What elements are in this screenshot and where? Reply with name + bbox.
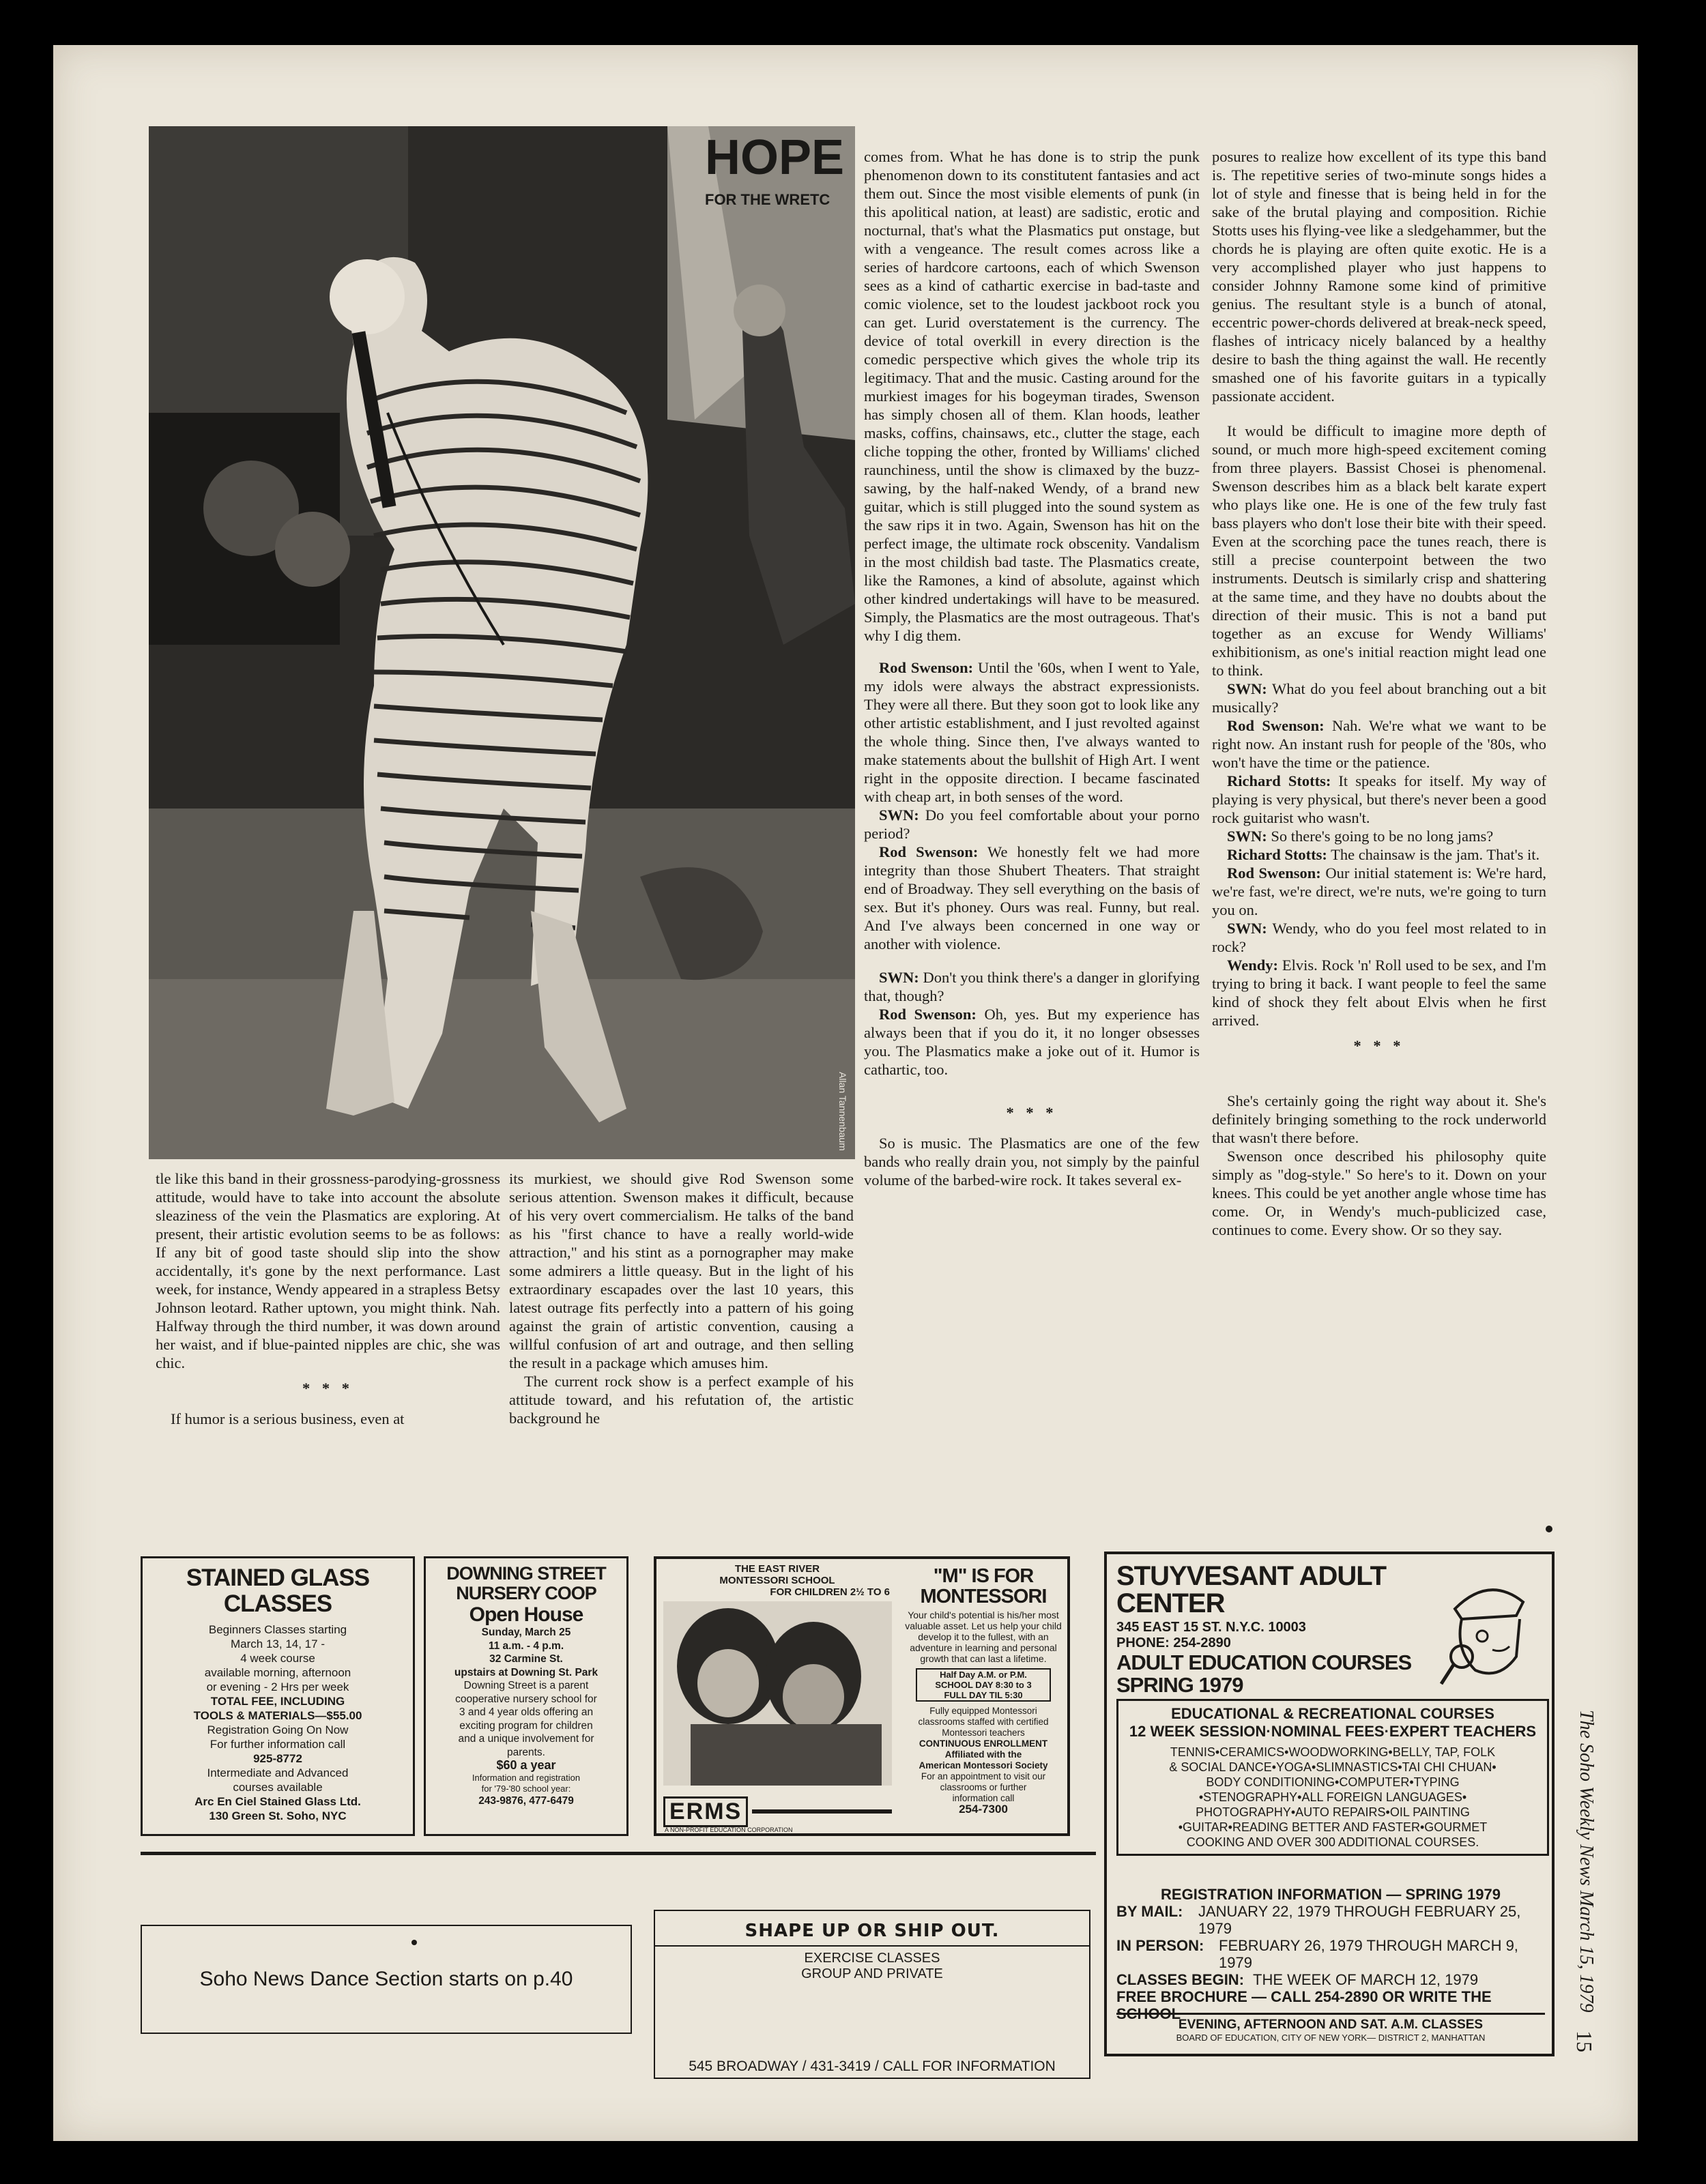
- col4-end-para-1: She's certainly going the right way about it. She's definitely bringing something to the rock underworld that wasn't there before.: [1212, 1092, 1546, 1146]
- ad-line: classrooms or further: [940, 1782, 1027, 1792]
- qa-text: The chainsaw is the jam. That's it.: [1327, 846, 1540, 863]
- ad-reg-title: REGISTRATION INFORMATION — SPRING 1979: [1161, 1886, 1501, 1903]
- col1-para-1: tle like this band in their grossness-parodying-grossness attitude, would have to take into account the absolute sleaziness of the vein the Plasmatics are exploring. At present, their artistic evolution seems to be as follows: If any bit of good taste should slip into the show accidentally, it's gone by the next performance. Last week, for instance, Wendy appeared in a strapless Betsy Johnson leotard. Rather uptown, you might think. Nah. Halfway through the third number, it was down around her waist, and if blue-painted nipples are chic, she was chic.: [156, 1170, 500, 1371]
- col1-para-2: If humor is a serious business, even at: [171, 1410, 405, 1427]
- qa-item: [864, 806, 1200, 843]
- ad-phone: 243-9876, 477-6479: [478, 1794, 574, 1807]
- ad-season: SPRING 1979: [1116, 1673, 1243, 1697]
- ad-title: SHAPE UP OR SHIP OUT.: [744, 1921, 1000, 1941]
- ad-line: GROUP AND PRIVATE: [801, 1966, 943, 1981]
- qa-text: Oh, yes. But my experience has always been that if you do it, it no longer obsesses you. The Plasmatics make a joke out of it. Humor is cathartic, too.: [864, 1006, 1200, 1078]
- qa-speaker: SWN:: [1227, 920, 1267, 937]
- ad-montessori: [654, 1556, 1070, 1836]
- ad-line: information call: [952, 1793, 1015, 1803]
- publication-folio: The Soho Weekly News March 15, 1979: [1576, 1710, 1597, 2013]
- qa-speaker: Richard Stotts:: [1227, 846, 1327, 863]
- ad-brochure: FREE BROCHURE — CALL 254-2890 OR WRITE THE SCHOOL: [1116, 1988, 1492, 2022]
- ad-body: Your child's potential is his/her most valuable asset. Let us help your child develop it to the fullest, with an adventure in learning and personal growth that can last a lifetime.: [905, 1610, 1062, 1664]
- ad-line: Information and registration: [472, 1772, 581, 1783]
- ad-line: Sunday, March 25: [481, 1627, 571, 1638]
- course-list-line: PHOTOGRAPHY•AUTO REPAIRS•OIL PAINTING: [1196, 1805, 1470, 1819]
- ad-line: Downing Street is a parent: [463, 1680, 589, 1691]
- ad-downing-street: [424, 1556, 628, 1836]
- qa-item: [864, 968, 1200, 1005]
- photo-credit: Allan Tannenbaum: [837, 1072, 848, 1151]
- ad-line: CONTINUOUS ENROLLMENT: [919, 1738, 1048, 1749]
- ad-line: 32 Carmine St.: [489, 1653, 563, 1665]
- col4-para-1: posures to realize how excellent of its type this band is. The repetitive series of two-minute songs hides a lot of style and finesse that is being held in for the sake of the brutal playing and composition. Richie Stotts uses his flying-vee like a sledgehammer, but the chords he is playing are often quite exotic. He is a very accomplished player who just happens to consider Johnny Ramone some kind of primitive genius. The resultant style is a bunch of atonal, eccentric power-chords delivered at break-neck speed, flashes of intricacy nicely balanced by a healthy desire to bash the thing against the wall. He recently smashed one of his favorite guitars in a typically passionate accident.: [1212, 148, 1546, 405]
- ad-line: or evening - 2 Hrs per week: [206, 1680, 349, 1693]
- ad-line: TOTAL FEE, INCLUDING: [210, 1695, 345, 1708]
- course-list-line: •STENOGRAPHY•ALL FOREIGN LANGUAGES•: [1198, 1790, 1467, 1804]
- qa-item: [1212, 827, 1546, 845]
- ad-line: upstairs at Downing St. Park: [454, 1666, 598, 1678]
- newspaper-page: [53, 45, 1638, 2141]
- detective-icon: [1434, 1568, 1544, 1691]
- qa-speaker: Rod Swenson:: [1227, 717, 1325, 734]
- section-break: * * *: [302, 1380, 353, 1397]
- qa-speaker: SWN:: [1227, 680, 1267, 697]
- ad-line: For further information call: [209, 1738, 346, 1751]
- ad-line: Arc En Ciel Stained Glass Ltd.: [194, 1795, 361, 1808]
- ad-line: TOOLS & MATERIALS—$55.00: [193, 1709, 362, 1722]
- col3-end-para: So is music. The Plasmatics are one of the few bands who really drain you, not simply by the painful volume of the barbed-wire rock. It takes several ex-: [864, 1135, 1200, 1189]
- ad-value: FEBRUARY 26, 1979 THROUGH MARCH 9, 1979: [1219, 1937, 1518, 1971]
- qa-text: So there's going to be no long jams?: [1267, 828, 1494, 845]
- course-list-line: •GUITAR•READING BETTER AND FASTER•GOURMET: [1178, 1820, 1488, 1834]
- ad-line: Half Day A.M. or P.M.: [940, 1670, 1027, 1680]
- ad-dance-section: [141, 1925, 632, 2034]
- qa-speaker: Rod Swenson:: [1227, 864, 1321, 882]
- ad-value: JANUARY 22, 1979 THROUGH FEBRUARY 25, 1979: [1198, 1903, 1521, 1937]
- ad-phone: PHONE: 254-2890: [1116, 1635, 1231, 1650]
- qa-item: [864, 1005, 1200, 1079]
- qa-text: Nah. We're what we want to be right now. An instant rush for people of the '80s, who won't have the time or the patience.: [1212, 717, 1546, 771]
- ad-footer: BOARD OF EDUCATION, CITY OF NEW YORK— DISTRICT 2, MANHATTAN: [1176, 2033, 1486, 2043]
- ad-phone: 925-8772: [253, 1752, 302, 1765]
- ad-address: 345 EAST 15 ST. N.Y.C. 10003: [1116, 1620, 1306, 1635]
- qa-text: Do you feel comfortable about your porno period?: [864, 806, 1200, 842]
- ad-line: for '79-'80 school year:: [481, 1783, 571, 1794]
- ad-subtitle: Open House: [469, 1603, 583, 1626]
- qa-item: [1212, 772, 1546, 827]
- ad-courses: ADULT EDUCATION COURSES: [1116, 1650, 1412, 1674]
- ad-logo: ERMS: [663, 1796, 748, 1827]
- qa-text: We honestly felt we had more integrity than those Shubert Theaters. That straight end of Broadway. They sell everything on the basis of sex. But it's phoney. Ours was real. Funny, but real. And I've always been concerned in one way or another with violence.: [864, 843, 1200, 952]
- article-col-4: [1212, 147, 1546, 1239]
- course-list-line: COOKING AND OVER 300 ADDITIONAL COURSES.: [1186, 1835, 1479, 1849]
- ad-line: FULL DAY TIL 5:30: [944, 1690, 1023, 1700]
- page-number: 15: [1572, 2030, 1597, 2052]
- course-list-line: BODY CONDITIONING•COMPUTER•TYPING: [1206, 1775, 1460, 1789]
- ad-header: FOR CHILDREN 2½ TO 6: [770, 1586, 890, 1598]
- divider: [141, 1852, 1096, 1855]
- ad-footer: EVENING, AFTERNOON AND SAT. A.M. CLASSES: [1178, 2018, 1484, 2032]
- banner-subtext: FOR THE WRETC: [705, 191, 830, 208]
- qa-item: [1212, 956, 1546, 1030]
- col4-end-para-2: Swenson once described his philosophy quite simply as "dog-style." So here's to it. Down on your knees. This could be yet another angle whose time has come. Or, in Wendy's much-publicized case, continues to come. Every show. Or so they say.: [1212, 1148, 1546, 1238]
- ad-stuyvesant: [1104, 1552, 1555, 2056]
- qa-text: Our initial statement is: We're hard, we're fast, we're direct, we're nuts, we're going to turn you on.: [1212, 864, 1546, 918]
- ad-line: exciting program for children: [459, 1719, 593, 1732]
- ad-phone: 254-7300: [959, 1803, 1008, 1816]
- qa-item: [1212, 864, 1546, 919]
- ad-footer: 545 BROADWAY / 431-3419 / CALL FOR INFORMATION: [689, 2058, 1056, 2074]
- ad-line: Intermediate and Advanced: [207, 1766, 349, 1779]
- qa-speaker: Richard Stotts:: [1227, 772, 1331, 789]
- col4-para-2: It would be difficult to imagine more depth of sound, or much more high-speed excitement coming from three players. Bassist Chosei is phenomenal. Swenson describes him as a black belt karate expert who plays like one. He is one of the few truly fast bass players who don't lose their bite with their speed. Even at the scorching pace the tunes reach, there is still a precise counterpoint between the two instruments. Deutsch is similarly crisp and shattering at the same time, and they have no doubts about the direction of their music. This is not a band put together as an excuse for Wendy Williams' exhibitionism, as one's initial reaction might lead one to think.: [1212, 422, 1546, 679]
- ad-line: cooperative nursery school for: [455, 1693, 597, 1705]
- ad-line: 4 week course: [240, 1652, 315, 1665]
- course-list-line: & SOCIAL DANCE•YOGA•SLIMNASTICS•TAI CHI CHUAN•: [1169, 1760, 1497, 1774]
- ad-line: 130 Green St. Soho, NYC: [209, 1809, 347, 1822]
- ad-value: THE WEEK OF MARCH 12, 1979: [1253, 1971, 1479, 1988]
- ad-title: "M" IS FOR MONTESSORI: [920, 1565, 1047, 1607]
- ad-line: parents.: [506, 1746, 545, 1758]
- bullet-icon: [411, 1940, 417, 1945]
- ad-title: DOWNING STREET NURSERY COOP: [446, 1563, 606, 1603]
- ad-header: THE EAST RIVER: [734, 1563, 820, 1575]
- qa-item: [1212, 680, 1546, 716]
- qa-item: [864, 843, 1200, 953]
- qa-speaker: Rod Swenson:: [879, 843, 979, 860]
- section-break: * * *: [1006, 1104, 1058, 1121]
- ad-price: $60 a year: [496, 1758, 556, 1772]
- ad-line: Beginners Classes starting: [208, 1623, 347, 1636]
- ad-title: STAINED GLASS CLASSES: [186, 1564, 370, 1617]
- qa-item: [1212, 716, 1546, 772]
- ad-footer: A NON-PROFIT EDUCATION CORPORATION: [665, 1826, 793, 1833]
- qa-speaker: Rod Swenson:: [879, 659, 974, 676]
- plasmatics-photo: [149, 126, 855, 1159]
- ad-stained-glass: [141, 1556, 415, 1836]
- ad-label: CLASSES BEGIN:: [1116, 1971, 1245, 1988]
- article-col-3: [864, 147, 1200, 1189]
- ad-line: Fully equipped Montessori: [929, 1706, 1037, 1716]
- ad-line: available morning, afternoon: [204, 1666, 351, 1679]
- qa-text: Wendy, who do you feel most related to in rock?: [1212, 920, 1546, 955]
- qa-text: Until the '60s, when I went to Yale, my idols were always the abstract expressionists. They were all there. But they soon got to look like any other artistic establishment, and I just revolted against the whole thing. Since then, I've always wanted to make statements about the bullshit of High Art. I went right in the opposite direction. I became fascinated with cheap art, in both senses of the word.: [864, 659, 1200, 805]
- ad-title: STUYVESANT ADULT CENTER: [1116, 1561, 1387, 1618]
- ad-line: SCHOOL DAY 8:30 to 3: [935, 1680, 1032, 1690]
- ad-header: MONTESSORI SCHOOL: [719, 1575, 835, 1586]
- ad-line: Montessori teachers: [942, 1728, 1025, 1738]
- qa-speaker: Rod Swenson:: [879, 1006, 977, 1023]
- ad-shape-up: [654, 1910, 1090, 2079]
- photo-illustration: [149, 126, 855, 1159]
- qa-speaker: SWN:: [879, 969, 919, 986]
- qa-item: [864, 658, 1200, 806]
- ad-box-title: EDUCATIONAL & RECREATIONAL COURSES: [1171, 1705, 1494, 1722]
- col2-para-1: its murkiest, we should give Rod Swenson some serious attention. Swenson makes it difficult, because of his very overt commercialism. He talks of the band as his "first chance to have a really world-wide attraction," and his stint as a pornographer may make some admirers a little queasy. But in the light of his extraordinary escapades over the last 10 years, this latest outrage fits perfectly into a pattern of his going against the grain of artistic convention, causing a willful confusion of art and outrage, and then selling the result in a package which amuses him.: [509, 1170, 854, 1371]
- children-photo: [663, 1601, 892, 1786]
- ad-line: 3 and 4 year olds offering an: [459, 1706, 594, 1718]
- ad-label: BY MAIL:: [1116, 1903, 1183, 1920]
- ad-line: 11 a.m. - 4 p.m.: [488, 1640, 564, 1652]
- banner-text: HOPE: [705, 130, 845, 185]
- ad-line: EXERCISE CLASSES: [804, 1951, 940, 1966]
- ad-line: and a unique involvement for: [458, 1733, 594, 1745]
- ad-line: classrooms staffed with certified: [918, 1717, 1049, 1727]
- ad-label: IN PERSON:: [1116, 1937, 1204, 1954]
- qa-text: Elvis. Rock 'n' Roll used to be sex, and I'm trying to bring it back. I want people to feel the same kind of shock they felt about Elvis when he first arrived.: [1212, 957, 1546, 1029]
- ad-line: American Montessori Society: [919, 1760, 1048, 1771]
- qa-speaker: SWN:: [879, 806, 919, 824]
- qa-item: [1212, 845, 1546, 864]
- ad-text: Soho News Dance Section starts on p.40: [199, 1968, 573, 1990]
- qa-speaker: Wendy:: [1227, 957, 1279, 974]
- article-col-2: [509, 1169, 854, 1427]
- qa-speaker: SWN:: [1227, 828, 1267, 845]
- article-col-1: [156, 1169, 500, 1428]
- ad-line: Registration Going On Now: [207, 1723, 349, 1736]
- ad-line: For an appointment to visit our: [921, 1771, 1046, 1781]
- qa-item: [1212, 919, 1546, 956]
- qa-text: Don't you think there's a danger in glorifying that, though?: [864, 969, 1200, 1004]
- ad-line: Affiliated with the: [944, 1749, 1022, 1760]
- col2-para-2: The current rock show is a perfect example of his attitude toward, and his refutation of, the artistic background he: [509, 1373, 854, 1427]
- ad-line: March 13, 14, 17 -: [231, 1637, 325, 1650]
- end-mark-icon: [1546, 1526, 1552, 1532]
- col3-para-1: comes from. What he has done is to strip the punk phenomenon down to its constitutent fantasies and act them out. Since the most visible elements of punk (in this apolitical nation, at least) are sadistic, erotic and nocturnal, that's what the Plasmatics put onstage, but with a vengeance. The result comes across like a series of hardcore cartoons, each of which Swenson sees as a kind of cathartic exercise in bad-taste and comic violence, set to the loudest jackboot rock you can get. Lurid overstatement is the currency. The device of total overkill in every direction is the comedic perspective which gives the whole trip its legitimacy. That and the music. Casting around for the murkiest images for his bogeyman tirades, Swenson has simply chosen all of them. Klan hoods, leather masks, coffins, chainsaws, etc., clutter the stage, each cliche topping the other, fronted by Williams' cliched raunchiness, until the show is climaxed by the buzz-sawing, by the half-naked Wendy, of a brand new guitar, which is still plugged into the sound system as the saw rips it in two. Again, Swenson has hit on the perfect image, the ultimate rock obscenity. Vandalism in the most childish bad taste. The Plasmatics create, like the Ramones, a kind of absolute, against which other kindred undertakings will have to be measured. Simply, the Plasmatics are the most outrageous. That's why I dig them.: [864, 148, 1200, 644]
- ad-line: courses available: [233, 1781, 323, 1794]
- qa-text: It speaks for itself. My way of playing is very physical, but there's never been a good rock guitarist who wasn't.: [1212, 772, 1546, 826]
- course-list-line: TENNIS•CERAMICS•WOODWORKING•BELLY, TAP, FOLK: [1170, 1745, 1496, 1759]
- ad-box-title: 12 WEEK SESSION·NOMINAL FEES·EXPERT TEACHERS: [1129, 1723, 1537, 1740]
- section-break: * * *: [1353, 1037, 1405, 1054]
- qa-text: What do you feel about branching out a bit musically?: [1212, 680, 1546, 716]
